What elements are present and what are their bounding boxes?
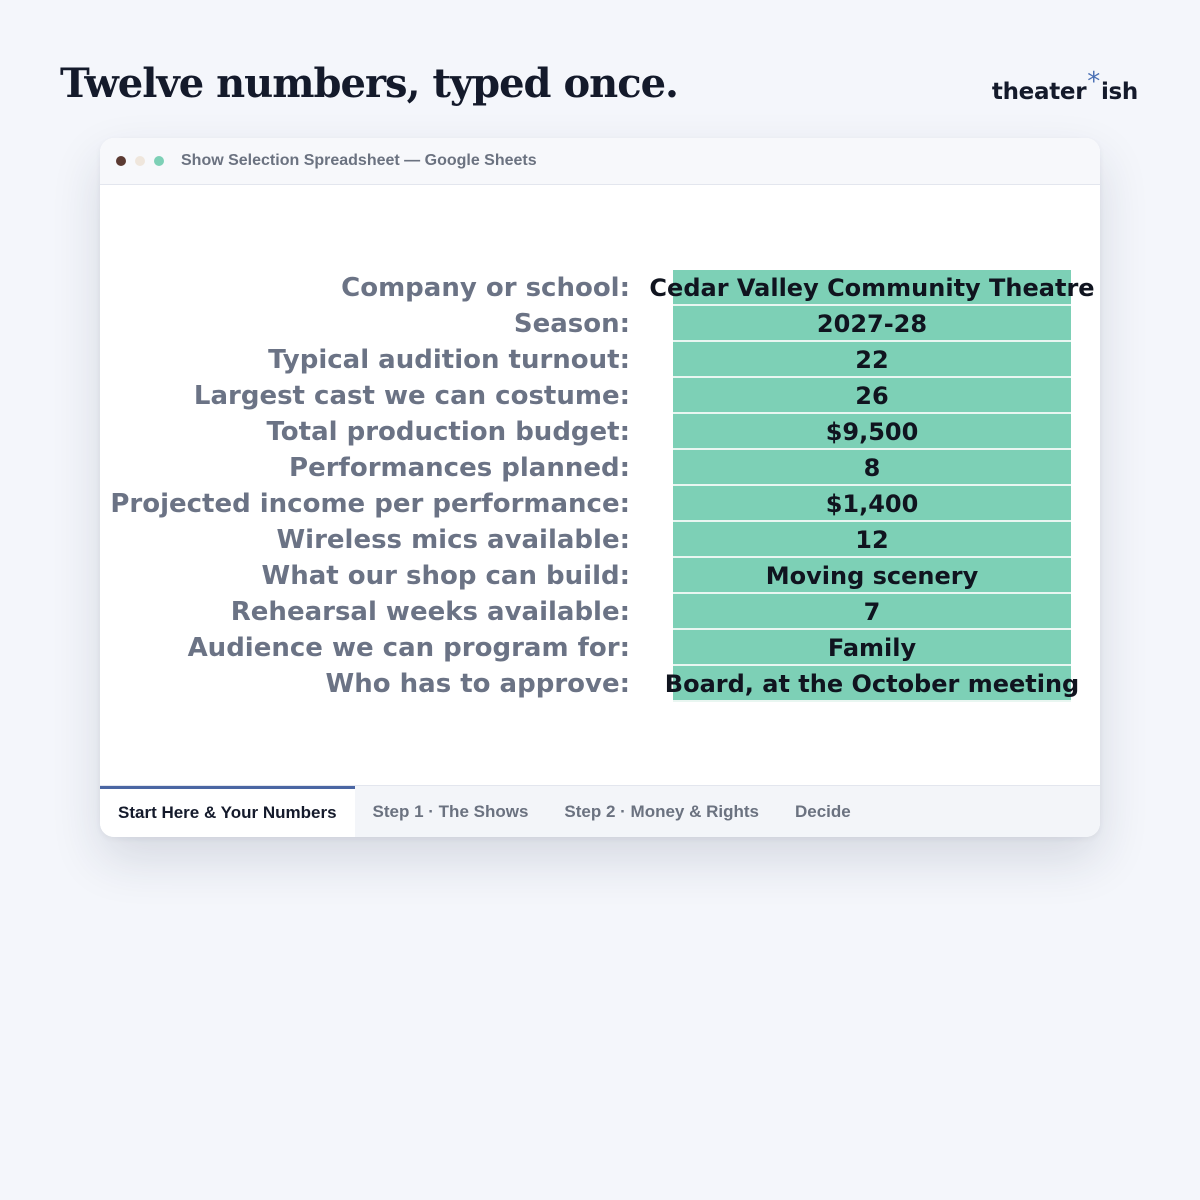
cell-value[interactable]: Moving scenery [765, 562, 979, 590]
cell-value[interactable]: $9,500 [825, 418, 919, 446]
sheet-row-largest-cast [100, 378, 1100, 414]
sheet-row-performances [100, 450, 1100, 486]
sheet-row-mics [100, 522, 1100, 558]
spreadsheet-window [100, 138, 1100, 837]
sheet-row-company [100, 270, 1100, 306]
sheet-area [100, 185, 1100, 785]
cell-value[interactable]: 22 [855, 346, 889, 374]
logo-text-right: ish [1100, 79, 1138, 105]
sheet-row-season [100, 306, 1100, 342]
cell-value[interactable]: 26 [855, 382, 889, 410]
cell-value[interactable]: 8 [863, 454, 881, 482]
tab-step-1-shows[interactable]: Step 1 · The Shows [372, 801, 529, 821]
page-headline: Twelve numbers, typed once. [60, 60, 678, 107]
window-title: Show Selection Spreadsheet — Google Sheets [181, 152, 537, 169]
row-label: Performances planned: [289, 453, 630, 483]
cell-value[interactable]: Board, at the October meeting [664, 670, 1080, 698]
tab-decide[interactable]: Decide [794, 801, 851, 821]
theaterish-logo [991, 67, 1138, 106]
logo-asterisk-icon: * [1087, 67, 1100, 97]
window-titlebar [100, 138, 1100, 185]
sheet-row-rehearsal [100, 594, 1100, 630]
close-dot-icon[interactable] [116, 156, 126, 166]
cell-value[interactable]: 2027-28 [816, 310, 928, 338]
tab-step-2-money[interactable]: Step 2 · Money & Rights [564, 801, 759, 821]
sheet-tabs [100, 785, 1100, 837]
sheet-row-budget [100, 414, 1100, 450]
cell-value[interactable]: 12 [855, 526, 889, 554]
tab-start-here[interactable]: Start Here & Your Numbers [100, 786, 355, 837]
logo-text-left: theater [991, 79, 1087, 105]
cell-value[interactable]: Family [827, 634, 917, 662]
row-label: Season: [513, 309, 630, 339]
sheet-row-shop [100, 558, 1100, 594]
row-label: Audience we can program for: [187, 633, 630, 663]
row-label: Rehearsal weeks available: [230, 597, 630, 627]
sheet-row-audition-turnout [100, 342, 1100, 378]
row-label: Who has to approve: [325, 669, 630, 699]
maximize-dot-icon[interactable] [154, 156, 164, 166]
row-label: What our shop can build: [261, 561, 630, 591]
row-label: Total production budget: [266, 417, 630, 447]
sheet-row-audience [100, 630, 1100, 666]
cell-value[interactable]: 7 [863, 598, 881, 626]
sheet-row-income [100, 486, 1100, 522]
row-label: Projected income per performance: [110, 489, 630, 519]
minimize-dot-icon[interactable] [135, 156, 145, 166]
row-label: Company or school: [341, 273, 630, 303]
row-label: Typical audition turnout: [268, 345, 630, 375]
sheet-row-approver [100, 666, 1100, 702]
cell-value[interactable]: Cedar Valley Community Theatre [649, 274, 1095, 302]
row-label: Largest cast we can costume: [193, 381, 630, 411]
row-label: Wireless mics available: [276, 525, 630, 555]
cell-value[interactable]: $1,400 [825, 490, 919, 518]
